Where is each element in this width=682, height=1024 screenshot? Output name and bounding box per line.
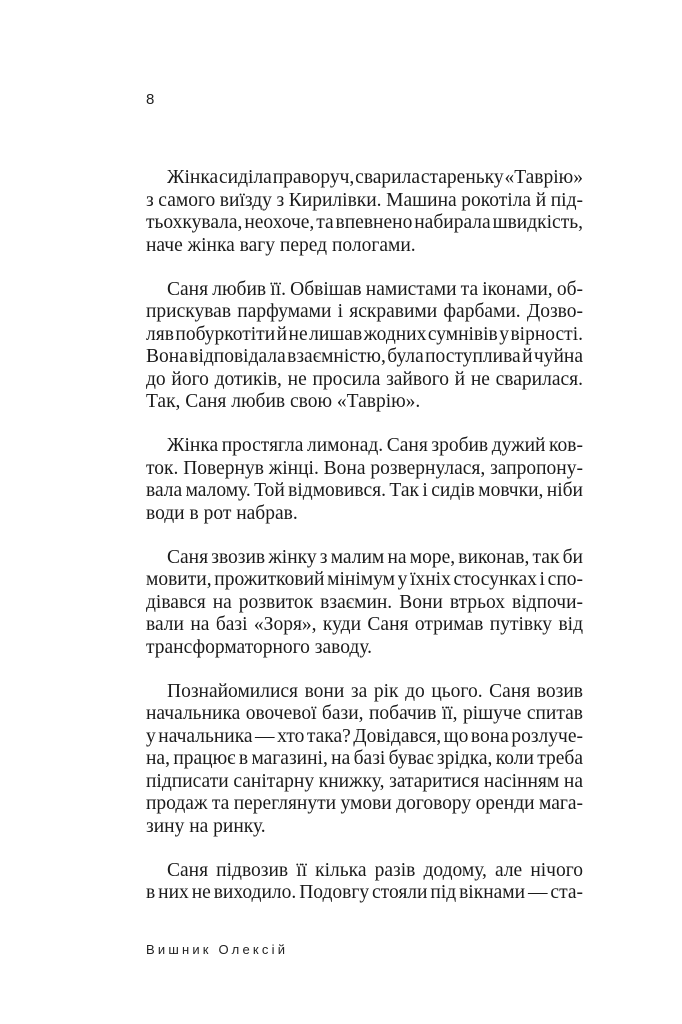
text-line: Жінка сиділа праворуч, сварила стареньку «Таврію» (167, 167, 583, 188)
text-line: на, працює в магазині, на базі буває зрідка, коли треба (146, 748, 583, 769)
text-line: Познайомилися вони за рік до цього. Саня возив (167, 680, 583, 702)
body-text (146, 167, 583, 905)
text-line: вала малому. Той відмовився. Так і сидів мовчки, ніби (146, 480, 583, 501)
text-line: наче жінка вагу перед пологами. (146, 234, 416, 256)
text-line: начальника овочевої бази, побачив її, рішуче спитав (146, 703, 583, 724)
text-line: Жінка простягла лимонад. Саня зробив дужий ков- (167, 435, 583, 456)
paragraph (146, 547, 583, 660)
text-line: Вона відповідала взаємністю, була поступлива й чуйна (146, 346, 583, 367)
text-line: трансформаторного заводу. (146, 636, 372, 658)
paragraph (146, 681, 583, 839)
text-line: Саня любив її. Обвішав намистами та іконами, об- (167, 278, 583, 300)
paragraph (146, 435, 583, 525)
text-line: мовити, прожитковий мінімум у їхніх стосунках і спо- (146, 569, 583, 590)
text-line: Саня звозив жінку з малим на море, виконав, так би (167, 546, 583, 568)
page-number: 8 (146, 91, 155, 108)
running-footer-author: Вишник Олексій (146, 942, 289, 957)
paragraph-gap (146, 414, 583, 436)
text-line: зину на ринку. (146, 815, 266, 837)
text-line: ток. Повернув жінці. Вона розвернулася, запропону- (146, 457, 583, 479)
text-line: до його дотиків, не просила зайвого й не сварилася. (146, 368, 583, 390)
text-line: води в рот набрав. (146, 502, 298, 524)
paragraph-gap (146, 257, 583, 279)
text-line: з самого виїзду з Кирилівки. Машина рокотіла й під- (146, 189, 583, 211)
text-line: дівався на розвиток взаємин. Вони втрьох відпочи- (146, 591, 583, 613)
paragraph (146, 860, 583, 905)
text-line: в них не виходило. Подовгу стояли під вікнами — ста- (146, 882, 583, 903)
text-line: підписати санітарну книжку, затаритися насінням на (146, 770, 583, 792)
text-line: тьохкувала, неохоче, та впевнено набирала швидкість, (146, 212, 583, 233)
text-line: Так, Саня любив свою «Таврію». (146, 391, 421, 412)
paragraph-gap (146, 838, 583, 860)
text-line: прискував парфумами і яскравими фарбами. Дозво- (146, 301, 583, 322)
text-line: у начальника — хто така? Довідався, що вона розлуче- (146, 725, 583, 747)
paragraph-gap (146, 525, 583, 547)
text-line: вали на базі «Зоря», куди Саня отримав путівку від (146, 614, 583, 635)
paragraph (146, 279, 583, 414)
text-line: ляв побуркотіти й не лишав жодних сумнівів у вірності. (146, 323, 583, 345)
paragraph (146, 167, 583, 257)
text-line: Саня підвозив її кілька разів додому, але нічого (167, 859, 583, 881)
text-line: продаж та переглянути умови договору оренди мага- (146, 793, 583, 814)
paragraph-gap (146, 659, 583, 681)
